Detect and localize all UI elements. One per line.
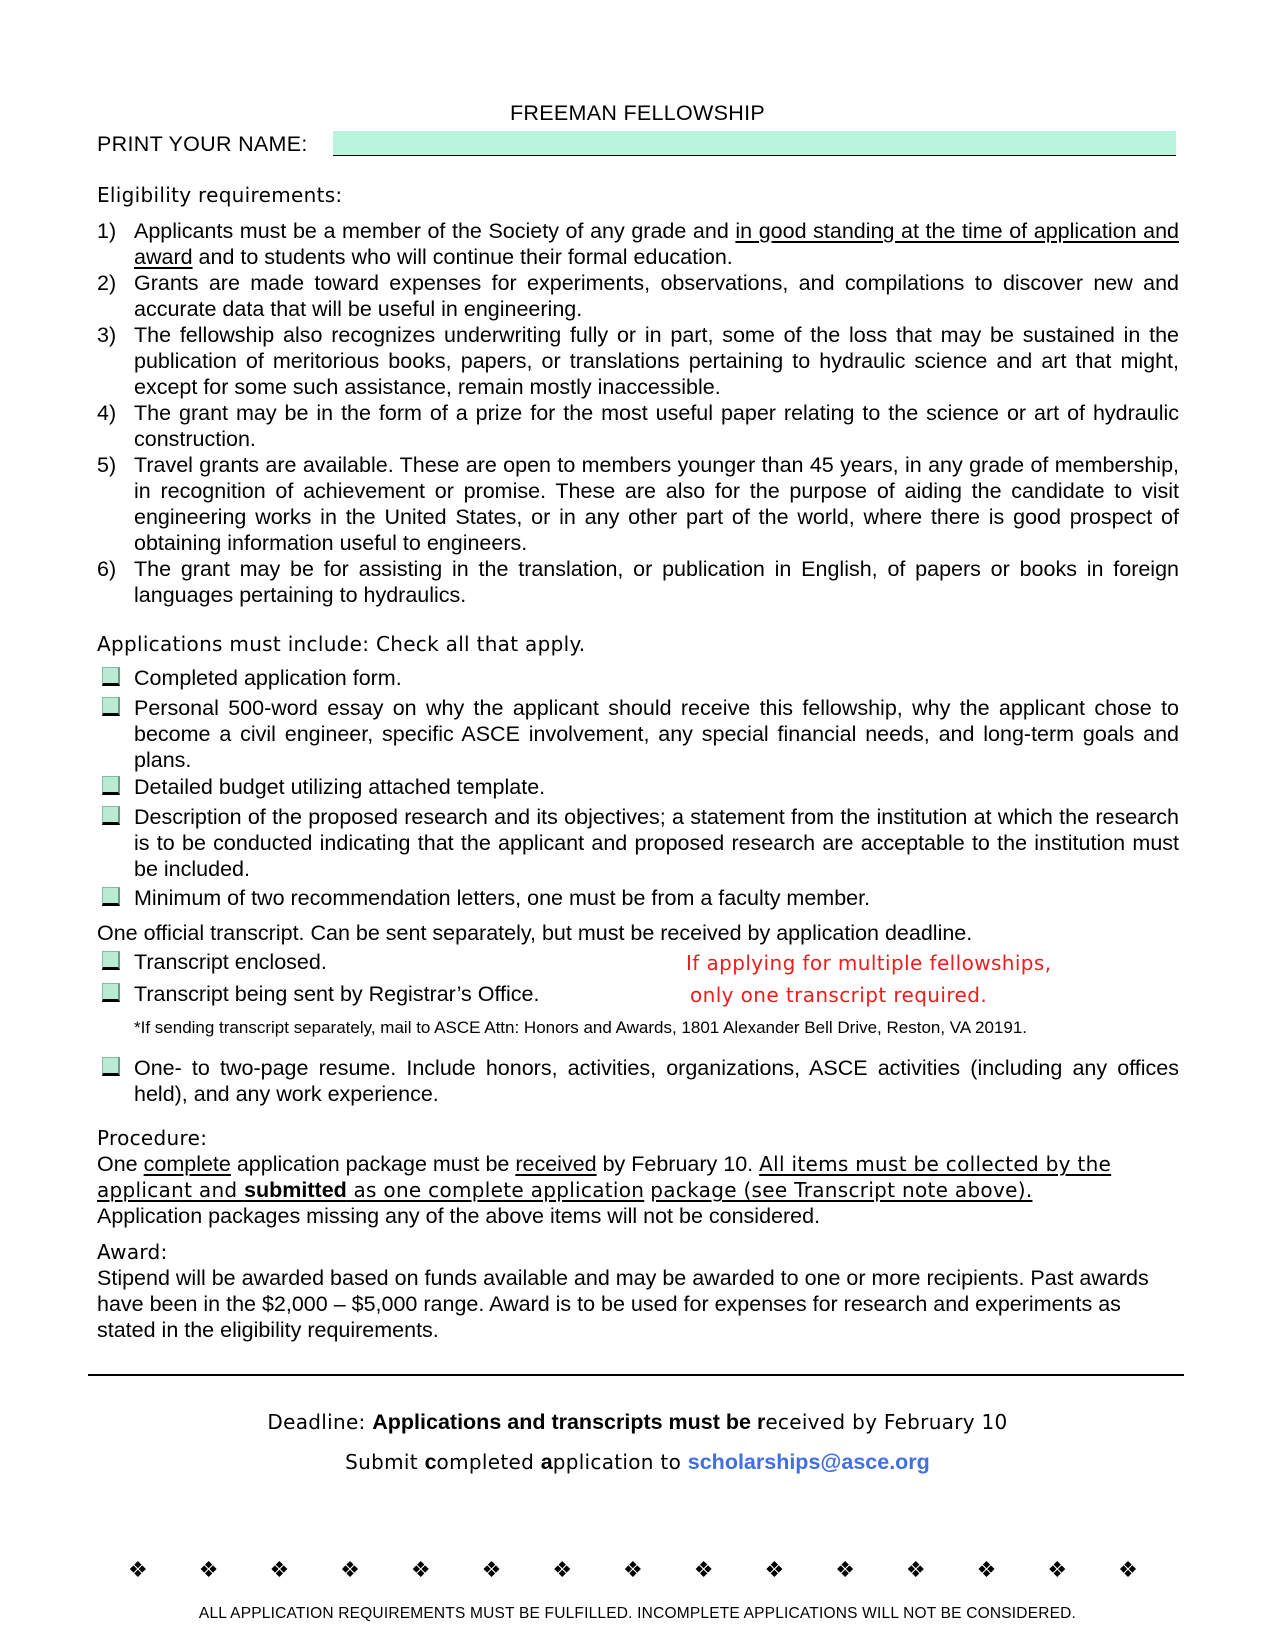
diamond-icon: ❖ <box>905 1557 926 1582</box>
checkbox-essay[interactable] <box>102 697 120 716</box>
eligibility-item-3: The fellowship also recognizes underwriting fully or in part, some of the loss that may be sustained in the publication of meritorious books, papers, or translations pertaining to hydraulic science and art that might, except for some such assistance, remain mostly inaccessible. <box>134 323 1179 399</box>
checkbox-resume[interactable] <box>102 1057 120 1076</box>
procedure-note: Application packages missing any of the above items will not be considered. <box>97 1204 821 1228</box>
deadline-line: Deadline: Applications and transcripts must be received by February 10 <box>267 1410 1008 1434</box>
procedure-heading: Procedure: <box>97 1126 208 1150</box>
footer-note: ALL APPLICATION REQUIREMENTS MUST BE FULFILLED. INCOMPLETE APPLICATIONS WILL NOT BE CONSIDERED. <box>198 1605 1077 1622</box>
diamond-icon: ❖ <box>1047 1557 1068 1582</box>
item-number: 6) <box>97 557 117 581</box>
checklist-item: Completed application form. <box>134 666 402 690</box>
checkbox-transcript-enclosed[interactable] <box>102 951 120 970</box>
procedure-text: One complete application package must be received by February 10. All items must be collected by the applicant and submitted as one complete application package (see Transcript note above). <box>97 1152 1112 1202</box>
checklist-item: Personal 500-word essay on why the applicant should receive this fellowship, why the applicant chose to become a civil engineer, specific ASCE involvement, any special financial needs, and long-term goals and plans. <box>134 696 1179 772</box>
checklist-item: Minimum of two recommendation letters, one must be from a faculty member. <box>134 886 871 910</box>
award-heading: Award: <box>97 1240 168 1264</box>
eligibility-item-5: Travel grants are available. These are open to members younger than 45 years, in any grade of membership, in recognition of achievement or promise. These are also for the purpose of aiding the candidate to visit engineering works in the United States, or in any other part of the world, where there is good prospect of obtaining information useful to engineers. <box>134 453 1179 555</box>
diamond-icon: ❖ <box>976 1557 997 1582</box>
item-number: 4) <box>97 401 117 425</box>
email-link[interactable]: scholarships@asce.org <box>687 1450 930 1474</box>
eligibility-item-2: Grants are made toward expenses for experiments, observations, and compilations to discover new and accurate data that will be useful in engineering. <box>134 271 1179 321</box>
transcript-option: Transcript enclosed. <box>134 950 327 974</box>
award-text: Stipend will be awarded based on funds available and may be awarded to one or more recipients. Past awards have been in the $2,000 – $5,000 range. Award is to be used for expenses for research and experiments as stated in the eligibility requirements. <box>97 1266 1149 1342</box>
checklist-item: One- to two-page resume. Include honors, activities, organizations, ASCE activities (including any offices held), and any work experience. <box>134 1056 1179 1106</box>
checkbox-transcript-registrar[interactable] <box>102 983 120 1002</box>
eligibility-item-1: Applicants must be a member of the Society of any grade and in good standing at the time of application and award and to students who will continue their formal education. <box>134 219 1179 269</box>
diamond-icon: ❖ <box>269 1557 290 1582</box>
eligibility-heading: Eligibility requirements: <box>97 183 343 207</box>
eligibility-item-6: The grant may be for assisting in the translation, or publication in English, of papers or books in foreign languages pertaining to hydraulics. <box>134 557 1179 607</box>
checkbox-research-description[interactable] <box>102 806 120 825</box>
multiple-fellowships-note: If applying for multiple fellowships, <box>686 951 1052 975</box>
submit-line: Submit completed application to scholarships@asce.org <box>345 1450 930 1474</box>
divider <box>88 1374 1184 1376</box>
diamond-icon: ❖ <box>481 1557 502 1582</box>
name-label: PRINT YOUR NAME: <box>97 132 308 156</box>
name-input[interactable] <box>333 131 1176 156</box>
transcript-note: One official transcript. Can be sent separately, but must be received by application deadline. <box>97 921 973 945</box>
checklist-item: Detailed budget utilizing attached template. <box>134 775 546 799</box>
applications-heading: Applications must include: Check all that apply. <box>97 632 586 656</box>
transcript-option: Transcript being sent by Registrar’s Office. <box>134 982 540 1006</box>
diamond-icon: ❖ <box>198 1557 219 1582</box>
page-title: FREEMAN FELLOWSHIP <box>509 101 766 125</box>
diamond-icon: ❖ <box>835 1557 855 1582</box>
diamond-icon: ❖ <box>1118 1557 1138 1582</box>
item-number: 1) <box>97 219 117 243</box>
diamond-icon: ❖ <box>552 1557 573 1582</box>
diamond-icon: ❖ <box>340 1557 360 1582</box>
diamond-icon: ❖ <box>693 1557 714 1582</box>
checkbox-budget[interactable] <box>102 776 120 795</box>
mail-note: *If sending transcript separately, mail to ASCE Attn: Honors and Awards, 1801 Alexander Bell Drive, Reston, VA 20191. <box>134 1018 1027 1037</box>
diamond-icon: ❖ <box>623 1557 643 1582</box>
item-number: 2) <box>97 271 117 295</box>
diamond-divider <box>128 1557 1138 1583</box>
checklist-item: Description of the proposed research and its objectives; a statement from the institution at which the research is to be conducted indicating that the applicant and proposed research are acceptable to the institution must be included. <box>134 805 1179 881</box>
diamond-icon: ❖ <box>764 1557 785 1582</box>
multiple-fellowships-note: only one transcript required. <box>690 983 988 1007</box>
eligibility-item-4: The grant may be in the form of a prize for the most useful paper relating to the science or art of hydraulic construction. <box>134 401 1179 451</box>
checkbox-application-form[interactable] <box>102 667 120 686</box>
item-number: 3) <box>97 323 117 347</box>
diamond-icon: ❖ <box>128 1557 148 1582</box>
item-number: 5) <box>97 453 117 477</box>
checkbox-recommendation-letters[interactable] <box>102 887 120 906</box>
diamond-icon: ❖ <box>410 1557 431 1582</box>
